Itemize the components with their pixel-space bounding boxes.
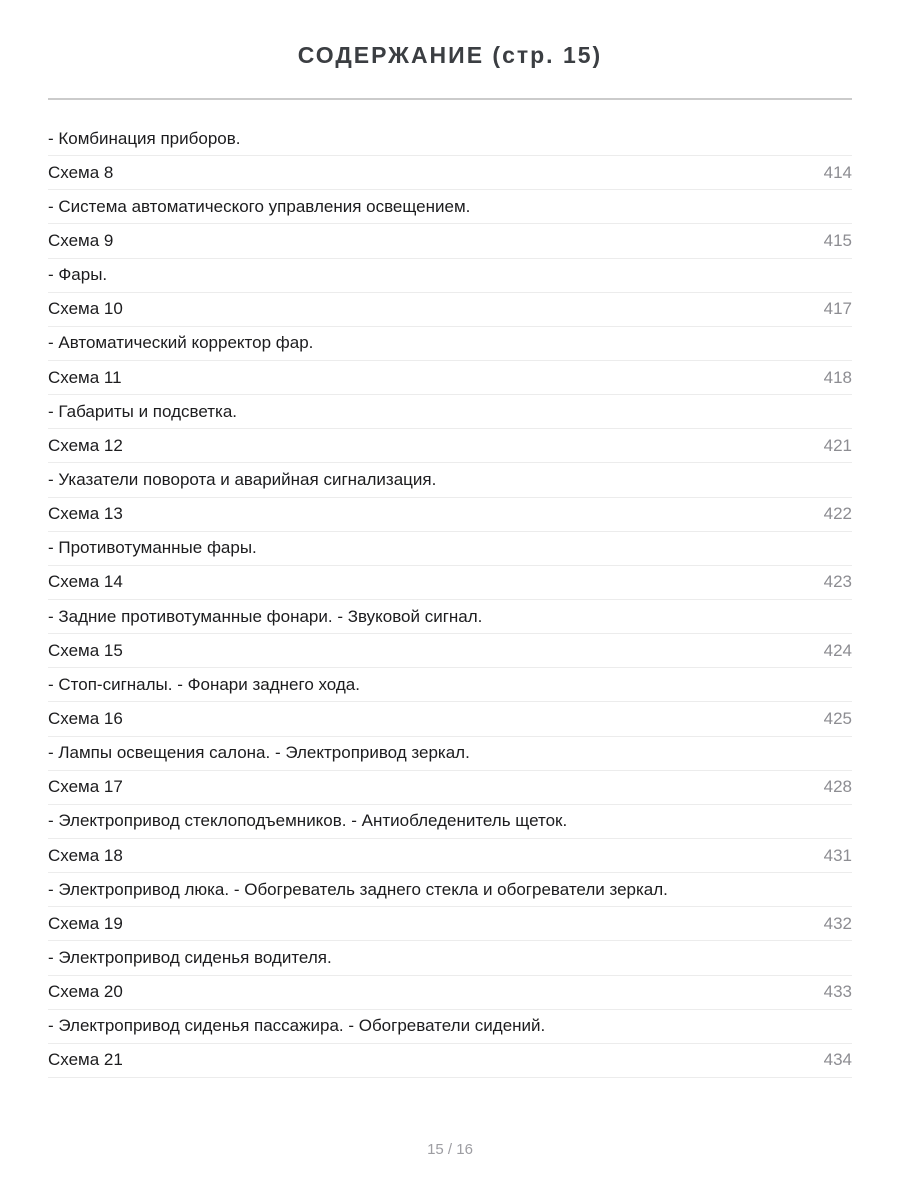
toc-item-label: Схема 16 bbox=[48, 708, 123, 728]
toc-row bbox=[48, 532, 852, 566]
toc-row bbox=[48, 190, 852, 224]
toc-row bbox=[48, 1010, 852, 1044]
toc-item-page: 431 bbox=[823, 845, 852, 865]
toc-row bbox=[48, 224, 852, 258]
toc-item-label: - Электропривод стеклоподъемников. - Антиобледенитель щеток. bbox=[48, 811, 568, 831]
toc-row bbox=[48, 395, 852, 429]
toc-row bbox=[48, 1044, 852, 1078]
toc-row bbox=[48, 429, 852, 463]
toc-row bbox=[48, 941, 852, 975]
toc-row bbox=[48, 668, 852, 702]
toc-item-label: - Электропривод люка. - Обогреватель заднего стекла и обогреватели зеркал. bbox=[48, 879, 668, 899]
toc-item-page: 433 bbox=[823, 982, 852, 1002]
toc-item-label: Схема 9 bbox=[48, 230, 114, 250]
toc-row bbox=[48, 293, 852, 327]
toc-item-page: 423 bbox=[823, 572, 852, 592]
toc-item-label: Схема 8 bbox=[48, 162, 114, 182]
toc-item-label: - Электропривод сиденья пассажира. - Обогреватели сидений. bbox=[48, 1016, 546, 1036]
toc-row bbox=[48, 805, 852, 839]
toc-item-label: - Система автоматического управления освещением. bbox=[48, 196, 471, 216]
toc-item-label: - Задние противотуманные фонари. - Звуковой сигнал. bbox=[48, 606, 483, 626]
toc-row bbox=[48, 259, 852, 293]
toc-item-page: 422 bbox=[823, 504, 852, 524]
toc-item-label: - Габариты и подсветка. bbox=[48, 401, 238, 421]
header-divider bbox=[48, 98, 852, 100]
toc-item-page: 434 bbox=[823, 1050, 852, 1070]
toc-item-label: Схема 18 bbox=[48, 845, 123, 865]
toc-row bbox=[48, 634, 852, 668]
toc-item-label: - Лампы освещения салона. - Электропривод зеркал. bbox=[48, 743, 470, 763]
toc-row bbox=[48, 156, 852, 190]
toc-row bbox=[48, 361, 852, 395]
toc-item-page: 432 bbox=[823, 913, 852, 933]
toc-item-label: Схема 12 bbox=[48, 435, 123, 455]
toc-item-label: - Автоматический корректор фар. bbox=[48, 333, 314, 353]
toc-item-label: - Указатели поворота и аварийная сигнализация. bbox=[48, 469, 437, 489]
toc-row bbox=[48, 463, 852, 497]
toc-item-page: 417 bbox=[823, 299, 852, 319]
toc-row bbox=[48, 702, 852, 736]
toc-list bbox=[48, 122, 852, 1078]
toc-item-page: 425 bbox=[823, 708, 852, 728]
toc-item-label: - Электропривод сиденья водителя. bbox=[48, 947, 332, 967]
page-title: СОДЕРЖАНИЕ (стр. 15) bbox=[297, 42, 603, 68]
toc-row bbox=[48, 498, 852, 532]
toc-item-label: Схема 20 bbox=[48, 982, 123, 1002]
toc-row bbox=[48, 976, 852, 1010]
toc-row bbox=[48, 600, 852, 634]
toc-item-label: Схема 11 bbox=[48, 367, 122, 387]
toc-item-label: Схема 15 bbox=[48, 640, 123, 660]
toc-item-page: 424 bbox=[823, 640, 852, 660]
toc-row bbox=[48, 873, 852, 907]
toc-row bbox=[48, 566, 852, 600]
toc-row bbox=[48, 327, 852, 361]
toc-row bbox=[48, 839, 852, 873]
toc-item-page: 414 bbox=[823, 162, 852, 182]
toc-item-label: Схема 13 bbox=[48, 504, 123, 524]
toc-item-label: Схема 14 bbox=[48, 572, 123, 592]
toc-row bbox=[48, 122, 852, 156]
toc-item-page: 418 bbox=[823, 367, 852, 387]
toc-item-label: Схема 21 bbox=[48, 1050, 123, 1070]
toc-item-label: Схема 17 bbox=[48, 777, 123, 797]
toc-item-page: 421 bbox=[823, 435, 852, 455]
page-indicator: 15 / 16 bbox=[427, 1141, 473, 1158]
toc-item-page: 428 bbox=[823, 777, 852, 797]
toc-item-label: - Противотуманные фары. bbox=[48, 538, 257, 558]
toc-item-label: - Стоп-сигналы. - Фонари заднего хода. bbox=[48, 674, 360, 694]
toc-item-page: 415 bbox=[823, 230, 852, 250]
toc-row bbox=[48, 737, 852, 771]
toc-item-label: - Фары. bbox=[48, 265, 108, 285]
toc-item-label: Схема 19 bbox=[48, 913, 123, 933]
toc-row bbox=[48, 907, 852, 941]
toc-row bbox=[48, 771, 852, 805]
toc-item-label: - Комбинация приборов. bbox=[48, 128, 241, 148]
toc-item-label: Схема 10 bbox=[48, 299, 123, 319]
